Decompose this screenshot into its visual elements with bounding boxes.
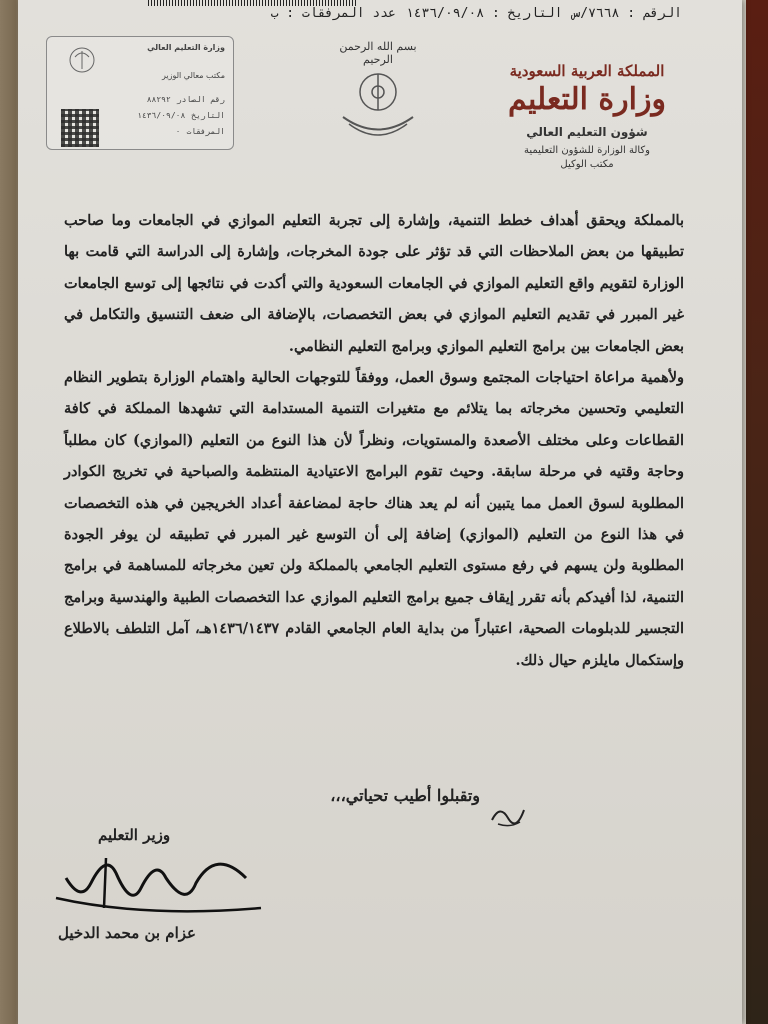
- stamp-label: رقم الصادر: [176, 95, 225, 104]
- kingdom-name: المملكة العربية السعودية: [509, 62, 665, 80]
- letter-paragraph: بالمملكة ويحقق أهداف خطط التنمية، وإشارة إلى تجربة التعليم الموازي في الجامعات وما صاحب تطبيقها من بعض الملاحظات التي قد تؤثر على جودة المخرجات، وإشارة إلى الدراسة التي قامت بها الوزارة لتقويم واقع التعليم الموازي في الجامعات السعودية والتي أكدت في نتائجها إلى توسع الجامعات غير المبرر في تقديم التعليم الموازي في بعض التخصصات، بالإضافة الى ضعف التنسيق والتكامل في بعض الجامعات بين برامج التعليم الموازي وبرامج التعليم النظامي.: [64, 212, 684, 355]
- attachments-count: عدد المرفقات : ب: [270, 5, 396, 21]
- stamp-value: ١٤٣٦/٠٩/٠٨: [137, 111, 186, 120]
- handwritten-signature-icon: [46, 838, 266, 928]
- initials-mark-icon: [488, 800, 528, 830]
- stamp-title: وزارة التعليم العالي: [147, 43, 225, 52]
- qr-code-icon: [61, 109, 99, 147]
- stamp-label: المرفقات: [186, 127, 225, 136]
- stamp-value: ٨٨٢٩٢: [146, 95, 171, 104]
- stamp-subtitle: مكتب معالي الوزير: [161, 71, 225, 80]
- stamp-row: [137, 111, 225, 120]
- office-name: مكتب الوكيل: [560, 159, 614, 170]
- reference-number: الرقم : ٧٦٦٨/س: [572, 5, 682, 21]
- desk-edge: [746, 0, 768, 1024]
- ministry-name: وزارة التعليم: [508, 82, 666, 117]
- stamp-value: ٠: [175, 127, 181, 136]
- basmala: بسم الله الرحمن الرحيم: [339, 40, 417, 66]
- stamp-row: [147, 95, 225, 104]
- reference-line: [148, 0, 682, 26]
- stamp-row: [176, 127, 225, 136]
- incoming-stamp: [46, 36, 234, 150]
- closing-line: وتقبلوا أطيب تحياتي،،،: [330, 786, 480, 805]
- signer-name: عزام بن محمد الدخيل: [58, 924, 196, 942]
- letterhead: [502, 62, 672, 170]
- palm-emblem-icon: [67, 45, 97, 75]
- stamp-label: التاريخ: [191, 111, 225, 120]
- ministry-logo-icon: [333, 62, 423, 142]
- agency-name: وكالة الوزارة للشؤون التعليمية: [523, 145, 651, 156]
- letter-paragraph: ولأهمية مراعاة احتياجات المجتمع وسوق العمل، ووفقاً للتوجهات الحالية واهتمام الوزارة بتطوير النظام التعليمي وتحسين مخرجاته بما يتلائم مع متغيرات التنمية المستدامة التي تشهدها المملكة في كافة القطاعات وعلى مختلف الأصعدة والمستويات، ونظراً لأن هذا النوع من التعليم (الموازي) كان مطلباً وحاجة وقتيه في مرحلة سابقة. وحيث تقوم البرامج الاعتيادية المنتظمة والصباحية في تخريج الكوادر المطلوبة لسوق العمل مما يتبين أنه لم يعد هناك حاجة لمضاعفة أعداد الخريجين في هذه التخصصات في هذا النوع من التعليم (الموازي) إضافة إلى أن التوسع غير المبرر في تطبيقه لن يوفر الجودة المطلوبة ولن يسهم في رفع مستوى التعليم الجامعي بالمملكة ولن تعين مخرجاته للمساهمة في برامج التنمية، لذا أفيدكم بأنه تقرر إيقاف جميع برامج التعليم الموازي عدا التخصصات الطبية والهندسية وبرامج التجسير للدبلومات الصحية، اعتباراً من بداية العام الجامعي القادم ١٤٣٦/١٤٣٧هـ، آمل التلطف بالاطلاع وإستكمال مايلزم حيال ذلك.: [64, 369, 684, 669]
- signer-title: وزير التعليم: [98, 826, 171, 844]
- department-name: شؤون التعليم العالي: [526, 125, 648, 139]
- letter-body: [64, 205, 684, 676]
- reference-date: التاريخ : ١٤٣٦/٠٩/٠٨: [405, 5, 563, 21]
- letter-page: [18, 0, 742, 1024]
